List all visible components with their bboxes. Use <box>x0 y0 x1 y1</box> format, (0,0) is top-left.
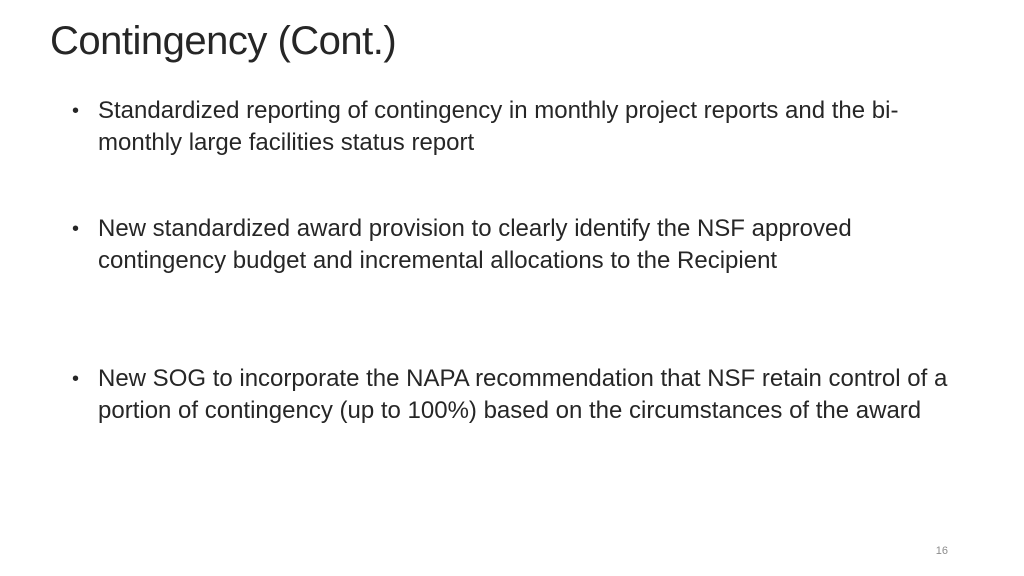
bullet-text: New SOG to incorporate the NAPA recommendation that NSF retain control of a portion of contingency (up to 100%) based on the circumstances of the award <box>98 365 948 424</box>
bullet-text: Standardized reporting of contingency in monthly project reports and the bi-monthly large facilities status report <box>98 97 899 156</box>
bullet-icon: • <box>72 368 80 390</box>
bullet-icon: • <box>72 218 80 240</box>
bullet-item <box>72 363 952 427</box>
slide-title: Contingency (Cont.) <box>50 19 397 63</box>
bullet-item <box>72 95 952 159</box>
bullet-icon: • <box>72 100 80 122</box>
page-number: 16 <box>935 545 948 557</box>
bullet-item <box>72 213 952 277</box>
bullet-text: New standardized award provision to clearly identify the NSF approved contingency budget and incremental allocations to the Recipient <box>98 215 852 274</box>
